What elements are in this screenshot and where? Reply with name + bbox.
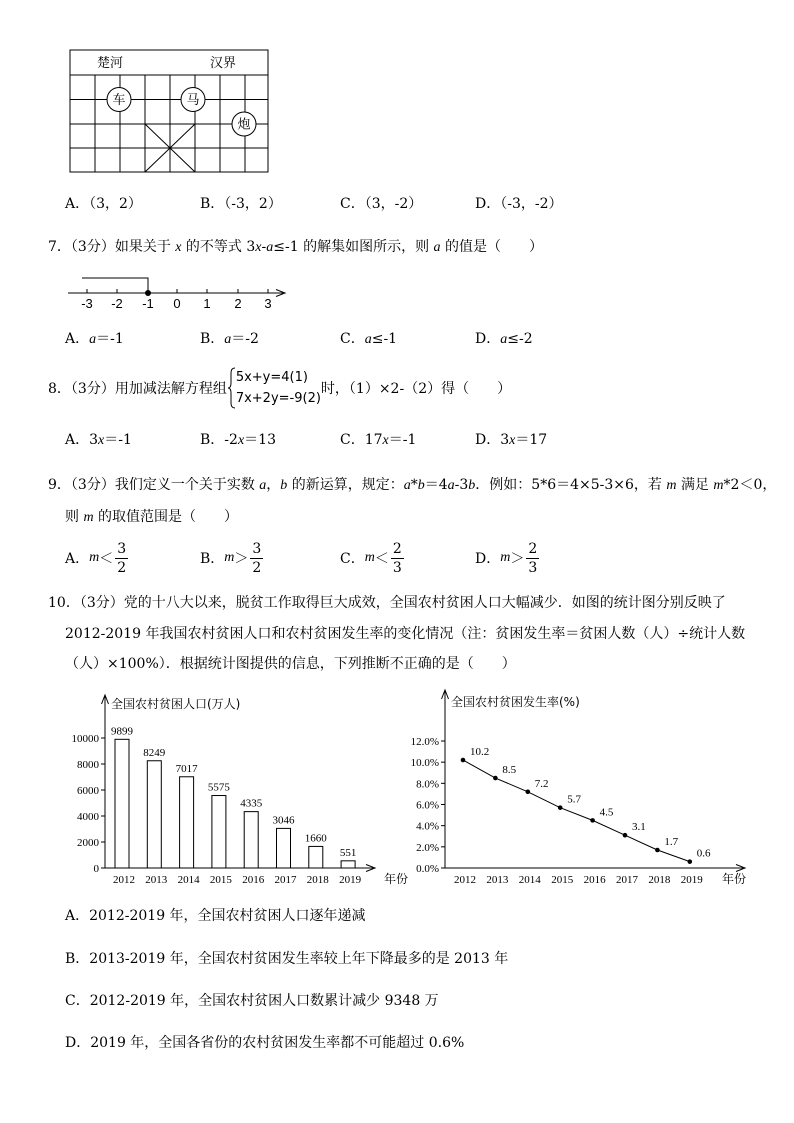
number-line-ticks — [87, 289, 268, 293]
q9-stem-line-1 — [48, 477, 776, 493]
bar-x-tick-label: 2012 — [113, 874, 135, 886]
cannon-label: 炮 — [237, 117, 251, 133]
q6-option-d: D．（-3，-2） — [475, 196, 563, 212]
bar-value-label: 3046 — [272, 814, 295, 827]
var-m: m — [89, 550, 100, 565]
line-y-tick-label: 8.0% — [416, 778, 439, 791]
bar-x-tick-label: 2017 — [274, 874, 297, 886]
stem-text: * — [410, 477, 418, 493]
option-text: ＝-2 — [231, 331, 259, 347]
stem-text: - — [261, 239, 267, 255]
rate-point — [526, 790, 531, 795]
bar — [244, 812, 258, 868]
rate-point — [558, 805, 563, 810]
rate-point — [655, 848, 660, 853]
comparison-sign: ＞ — [234, 551, 249, 567]
tick-label: 2 — [234, 296, 242, 311]
var-x: x — [175, 240, 182, 255]
line-y-tick-label: 2.0% — [416, 841, 439, 854]
q8-option-a — [65, 432, 132, 448]
cannon-piece — [232, 112, 256, 136]
var-b: b — [417, 478, 425, 493]
line-y-tick-label: 10.0% — [410, 757, 439, 770]
bar-x-tick-label: 2016 — [242, 874, 265, 886]
bar-value-label: 551 — [339, 846, 357, 859]
bar — [115, 739, 129, 868]
bar-value-label: 4335 — [240, 797, 263, 810]
tick-label: -1 — [142, 296, 154, 311]
stem-text: *2＜0， — [723, 477, 777, 493]
var-m: m — [83, 510, 94, 525]
equation-2: 7x+2y=-9(2) — [235, 391, 321, 406]
q8-option-b — [200, 432, 276, 448]
var-a: a — [433, 240, 441, 255]
bar-y-tick-label: 4000 — [77, 811, 99, 823]
bar-y-tick-label: 10000 — [71, 733, 99, 745]
bar-y-tick-label: 6000 — [77, 785, 99, 797]
stem-text: ≤-1 的解集如图所示，则 — [273, 239, 434, 255]
solution-set-bracket — [82, 278, 148, 293]
stem-text: 则 — [65, 509, 84, 525]
stem-text: 的不等式 3 — [181, 239, 256, 255]
bar — [341, 861, 355, 868]
var-x: x — [237, 433, 245, 448]
rate-value-label: 4.5 — [599, 806, 614, 819]
numerator: 3 — [117, 540, 127, 557]
q9-option-d — [475, 539, 539, 577]
var-b: b — [468, 478, 476, 493]
chariot-label: 车 — [112, 93, 126, 108]
q9-option-b — [200, 539, 263, 577]
option-text: ＝-1 — [104, 432, 132, 448]
tick-label: -3 — [81, 296, 93, 311]
rate-point — [590, 818, 595, 823]
river-left-label: 楚河 — [96, 56, 124, 71]
line-x-tick-label: 2012 — [454, 874, 476, 886]
bar-value-label: 1660 — [304, 832, 327, 845]
bar-x-tick-label: 2013 — [145, 874, 168, 886]
stem-text: ＝4 — [424, 477, 448, 493]
denominator: 3 — [528, 559, 538, 576]
q10-stem-line-2: 2012-2019 年我国农村贫困人口和农村贫困发生率的变化情况（注：贫困发生率＝贫困人数（人）÷统计人数 — [65, 626, 746, 642]
rate-point — [493, 776, 498, 781]
line-x-tick-label: 2014 — [518, 874, 541, 886]
horse-label: 马 — [186, 93, 200, 108]
var-b: b — [280, 478, 288, 493]
option-label: B．-2 — [200, 432, 238, 448]
fraction — [526, 540, 539, 577]
rate-point — [623, 833, 628, 838]
stem-text: -3 — [454, 477, 469, 493]
q6-option-b: B．（-3，2） — [200, 196, 282, 212]
denominator: 3 — [392, 559, 402, 576]
bar-x-tick-label: 2014 — [177, 874, 200, 886]
q6-option-a: A．（3，2） — [65, 196, 142, 212]
var-a: a — [259, 478, 267, 493]
stem-text: 8．（3分）用加减法解方程组 — [48, 381, 227, 397]
numerator: 2 — [392, 540, 402, 557]
var-a: a — [403, 478, 411, 493]
var-x: x — [509, 433, 516, 448]
tick-label: 1 — [203, 296, 211, 311]
bar-value-label: 5575 — [207, 781, 230, 794]
q10-option-b: B．2013-2019 年，全国农村贫困发生率较上年下降最多的是 2013 年 — [65, 951, 509, 967]
poverty-rate-line-chart — [411, 690, 746, 886]
bar-value-label: 7017 — [175, 762, 198, 775]
stem-text: 时，（1）×2-（2）得（ ） — [320, 381, 512, 397]
option-text: ≤-1 — [371, 331, 398, 347]
chess-board-figure — [60, 40, 280, 180]
bar — [277, 828, 291, 868]
equation-system — [236, 367, 321, 409]
line-y-tick-label: 4.0% — [416, 820, 439, 833]
bar-value-label: 9899 — [111, 725, 133, 738]
bar-y-tick-label: 8000 — [77, 759, 99, 771]
tick-label: 0 — [173, 296, 181, 311]
comparison-sign: ＞ — [510, 551, 525, 567]
option-label: C． — [340, 331, 365, 347]
bar-x-tick-label: 2019 — [339, 874, 362, 886]
option-text: ＝-1 — [388, 432, 417, 448]
var-m: m — [224, 550, 235, 565]
q7-option-b — [200, 331, 259, 347]
bar-value-label: 8249 — [143, 746, 166, 759]
rate-point — [688, 859, 693, 864]
line-x-axis-label: 年份 — [722, 872, 747, 886]
q7-option-a — [65, 331, 124, 347]
option-text: ＝-1 — [96, 331, 124, 347]
q10-stem-line-1: 10．（3分）党的十八大以来，脱贫工作取得巨大成效，全国农村贫困人口大幅减少．如图的统计图分别反映了 — [48, 595, 726, 611]
var-m: m — [364, 550, 375, 565]
fraction — [115, 540, 128, 577]
q10-stem-line-3: （人）×100%）．根据统计图提供的信息，下列推断不正确的是（ ） — [65, 656, 516, 672]
rate-point — [461, 758, 466, 763]
numerator: 2 — [528, 540, 538, 557]
q10-option-a: A．2012-2019 年，全国农村贫困人口逐年递减 — [65, 908, 366, 924]
q10-charts — [0, 680, 794, 895]
denominator: 2 — [117, 559, 127, 576]
q8-stem — [48, 367, 511, 409]
q9-stem-line-2 — [65, 509, 238, 525]
line-x-tick-label: 2019 — [680, 874, 703, 886]
var-a: a — [447, 478, 455, 493]
var-a: a — [89, 332, 97, 347]
option-label: D． — [475, 331, 501, 347]
q7-option-d — [475, 331, 533, 347]
river-right-label: 汉界 — [209, 56, 237, 71]
line-x-tick-label: 2016 — [583, 874, 606, 886]
bar — [309, 846, 323, 868]
comparison-sign: ＜ — [99, 551, 114, 567]
bar-x-tick-label: 2018 — [306, 874, 329, 886]
rate-value-label: 8.5 — [502, 764, 517, 777]
q8-option-c — [340, 432, 416, 448]
chariot-piece — [107, 88, 131, 112]
rate-value-label: 10.2 — [470, 746, 490, 759]
number-line — [60, 268, 300, 314]
option-label: C． — [340, 551, 365, 567]
tick-label: -2 — [111, 296, 123, 311]
rate-value-label: 7.2 — [534, 777, 549, 790]
bar — [180, 777, 194, 868]
bar-y-tick-label: 2000 — [77, 837, 99, 849]
stem-text: 7．（3分）如果关于 — [48, 239, 176, 255]
denominator: 2 — [252, 559, 262, 576]
var-m: m — [713, 478, 724, 493]
bar — [212, 796, 226, 868]
line-x-tick-label: 2018 — [648, 874, 671, 886]
var-x: x — [255, 240, 262, 255]
line-x-tick-label: 2013 — [486, 874, 509, 886]
option-label: B． — [200, 551, 225, 567]
var-a: a — [224, 332, 232, 347]
q10-option-d: D．2019 年，全国各省份的农村贫困发生率都不可能超过 0.6% — [65, 1035, 465, 1051]
stem-text: 的值是（ ） — [440, 239, 543, 255]
equation-brace — [227, 367, 236, 409]
line-x-tick-label: 2017 — [616, 874, 638, 886]
stem-text: 9．（3分）我们定义一个关于实数 — [48, 477, 260, 493]
tick-label: 3 — [264, 296, 272, 311]
bar-chart-title: 全国农村贫困人口(万人) — [111, 697, 241, 711]
horse-piece — [181, 88, 205, 112]
stem-text: ， — [266, 477, 281, 493]
q7-stem — [48, 239, 543, 255]
bar-x-tick-label: 2015 — [209, 874, 232, 886]
poverty-population-bar-chart — [72, 695, 409, 886]
option-label: A．3 — [65, 432, 99, 448]
rate-value-label: 3.1 — [632, 821, 646, 834]
line-y-tick-label: 0.0% — [416, 863, 439, 875]
line-chart-title: 全国农村贫困发生率(%) — [451, 695, 580, 709]
var-a: a — [364, 332, 372, 347]
line-x-tick-label: 2015 — [551, 874, 574, 886]
option-label: A． — [65, 331, 90, 347]
option-text: ≤-2 — [507, 331, 533, 347]
equation-1: 5x+y=4(1) — [235, 370, 308, 385]
q8-option-d — [475, 432, 547, 448]
q6-option-c: C．（3，-2） — [340, 196, 423, 212]
option-label: D． — [475, 551, 501, 567]
stem-text: 的取值范围是（ ） — [93, 509, 239, 525]
numerator: 3 — [252, 540, 262, 557]
rate-value-label: 5.7 — [567, 793, 581, 806]
option-label: D．3 — [475, 432, 510, 448]
stem-text: ．例如：5*6＝4×5-3×6，若 — [475, 477, 667, 493]
bar-x-axis-label: 年份 — [384, 872, 409, 886]
fraction — [391, 540, 404, 577]
var-m: m — [500, 550, 511, 565]
bar-y-tick-label: 0 — [93, 863, 99, 875]
comparison-sign: ＜ — [374, 551, 389, 567]
stem-text: 的新运算，规定： — [287, 477, 404, 493]
rate-value-label: 0.6 — [696, 847, 711, 860]
var-x: x — [98, 433, 105, 448]
line-y-tick-label: 12.0% — [410, 736, 439, 748]
line-y-tick-label: 6.0% — [416, 799, 439, 812]
option-text: ＝17 — [515, 432, 548, 448]
q7-option-c — [340, 331, 397, 347]
var-a: a — [266, 240, 274, 255]
stem-text: 满足 — [676, 477, 714, 493]
q10-option-c: C．2012-2019 年，全国农村贫困人口数累计减少 9348 万 — [65, 993, 439, 1009]
option-label: A． — [65, 551, 90, 567]
fraction — [250, 540, 263, 577]
var-a: a — [500, 332, 508, 347]
rate-value-label: 1.7 — [664, 836, 679, 849]
var-m: m — [666, 478, 677, 493]
q9-option-c — [340, 539, 404, 577]
option-label: B． — [200, 331, 225, 347]
option-label: C．17 — [340, 432, 383, 448]
rate-series-line — [463, 760, 690, 862]
bar — [147, 761, 161, 868]
option-text: ＝13 — [244, 432, 276, 448]
var-x: x — [382, 433, 389, 448]
q9-option-a — [65, 539, 128, 577]
